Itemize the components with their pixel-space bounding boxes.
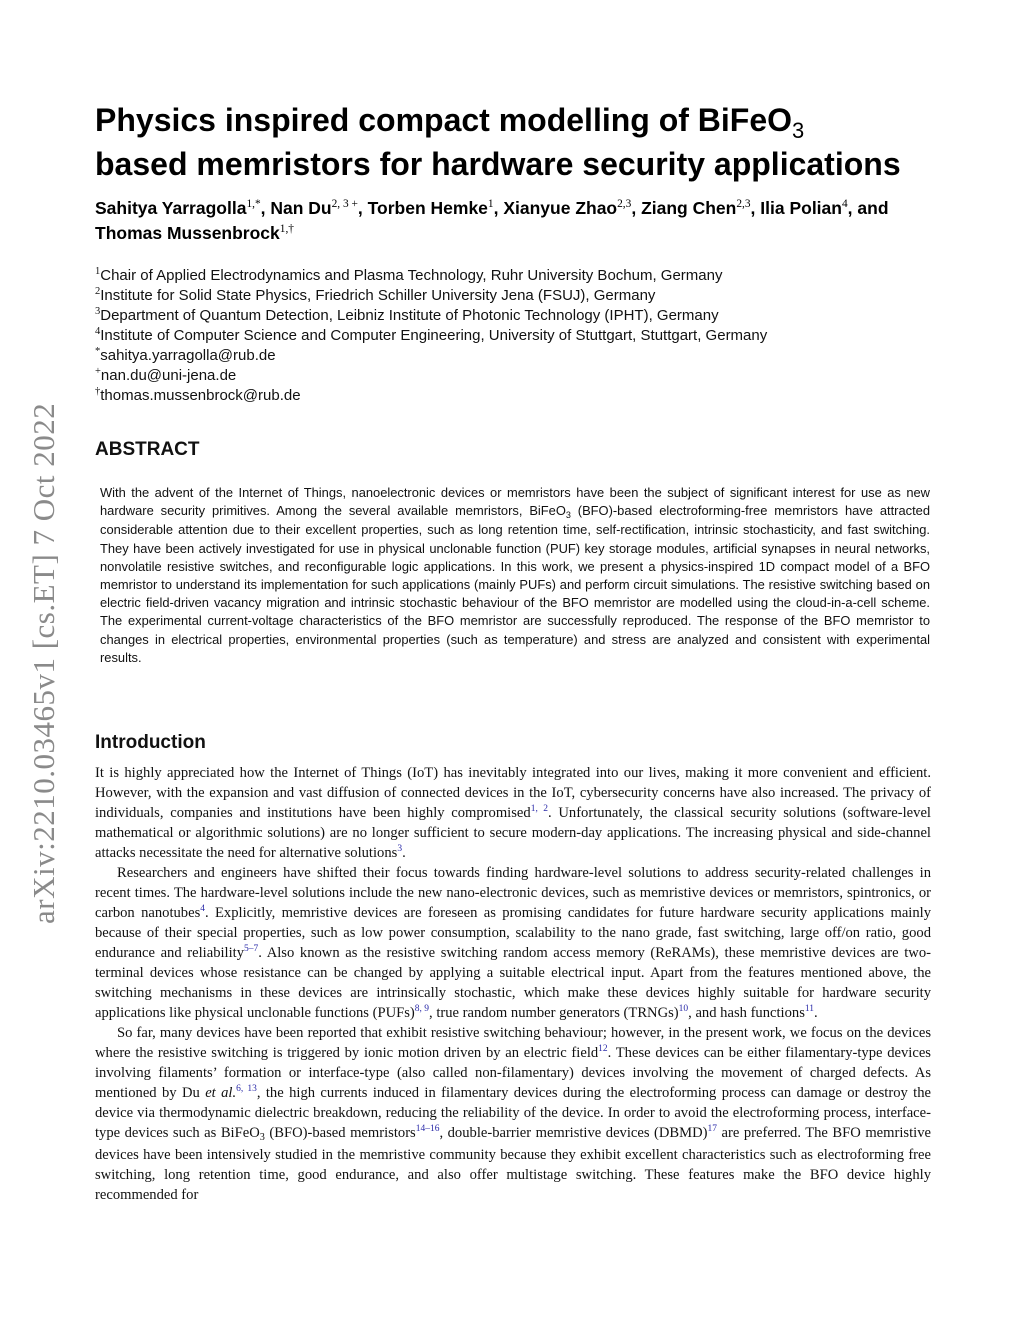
author-separator: , and bbox=[847, 198, 889, 218]
affiliation-item bbox=[95, 386, 931, 406]
author-name: Sahitya Yarragolla bbox=[95, 198, 247, 218]
citation-link[interactable]: 6, 13 bbox=[236, 1084, 257, 1095]
author-separator: , bbox=[357, 198, 368, 218]
intro-paragraph-1 bbox=[95, 763, 931, 863]
author-separator: , bbox=[260, 198, 271, 218]
affiliation-text: Institute of Computer Science and Computer Engineering, University of Stuttgart, Stuttgart, Germany bbox=[100, 327, 768, 344]
abstract-subscript: 3 bbox=[565, 510, 571, 521]
citation-link[interactable]: 1, 2 bbox=[530, 804, 548, 815]
affiliation-mark: + bbox=[95, 366, 101, 377]
citation-link[interactable]: 17 bbox=[707, 1124, 718, 1135]
citation-link[interactable]: 14–16 bbox=[415, 1124, 440, 1135]
author-separator: , bbox=[750, 198, 761, 218]
author-name: Xianyue Zhao bbox=[503, 198, 618, 218]
body-text: . Also known as the resistive switching random access memory (ReRAMs), these memristive devices are two-terminal devices whose resistance can be changed by applying a suitable electrical input. Apart from the features mentioned above, the switching mechanisms in these devices are intrinsically stochastic, which make these devices highly suitable for hardware security applications like physical unclonable functions (PUFs) bbox=[95, 945, 932, 1021]
body-text: (BFO)-based memristors bbox=[264, 1125, 416, 1141]
abstract-heading: ABSTRACT bbox=[95, 439, 200, 460]
abstract-text-b: (BFO)-based electroforming-free memristors have attracted considerable attention due to their excellent properties, such as long retention time, self-rectification, intrinsic stochasticity, and fast switching. They have been actively investigated for use in physical unclonable function (PUF) key storage modules, artificial synapses in neural networks, nonvolatile resistive switches, and reconfigurable logic applications. In this work, we present a physics-inspired 1D compact model of a BFO memristor to understand its implementation for such applications (mainly PUFs) and perform circuit simulations. The resistive switching based on electric field-driven vacancy migration and intrinsic stochastic behaviour of the BFO memristor are modelled using the cloud-in-a-cell scheme. The experimental current-voltage characteristics of the BFO memristor are successfully reproduced. The response of the BFO memristor to changes in electrical properties, environmental properties (such as temperature) and stress are analyzed and consistent with experimental results. bbox=[100, 503, 930, 665]
affiliation-mark: † bbox=[95, 386, 101, 397]
body-text: So far, many devices have been reported that exhibit resistive switching behaviour; however, in the present work, we focus on the devices where the resistive switching is triggered by ionic motion driven by an electric field bbox=[95, 1025, 931, 1061]
affiliation-mark: 4 bbox=[95, 326, 101, 337]
affiliation-item bbox=[95, 286, 931, 306]
author-list bbox=[95, 196, 931, 246]
author-affiliation-mark: 2,3 bbox=[736, 198, 751, 211]
abstract-text bbox=[100, 484, 930, 667]
affiliation-list bbox=[95, 266, 931, 406]
author-email: nan.du@uni-jena.de bbox=[100, 367, 237, 384]
affiliation-text: Department of Quantum Detection, Leibniz Institute of Photonic Technology (IPHT), Germany bbox=[100, 307, 719, 324]
affiliation-item bbox=[95, 366, 931, 386]
body-text: , and hash functions bbox=[688, 1005, 805, 1021]
author-name: Thomas Mussenbrock bbox=[95, 223, 280, 243]
intro-paragraph-3 bbox=[95, 1023, 931, 1205]
citation-link[interactable]: 11 bbox=[804, 1004, 815, 1015]
arxiv-identifier-sidebar: arXiv:2210.03465v1 [cs.ET] 7 Oct 2022 bbox=[26, 402, 61, 924]
body-text: , double-barrier memristive devices (DBMD) bbox=[439, 1125, 708, 1141]
title-line-1: Physics inspired compact modelling of BiFeO bbox=[95, 102, 793, 138]
body-text: . bbox=[814, 1005, 818, 1021]
affiliation-mark: * bbox=[95, 346, 101, 357]
author-separator: , bbox=[493, 198, 504, 218]
body-text: . bbox=[402, 845, 406, 861]
title-line-2: based memristors for hardware security applications bbox=[95, 146, 901, 182]
title-subscript: 3 bbox=[792, 118, 805, 143]
paper-title bbox=[95, 100, 931, 185]
author-name: Torben Hemke bbox=[367, 198, 488, 218]
citation-link[interactable]: 12 bbox=[598, 1044, 608, 1055]
body-text: , the high currents induced in filamentary devices during the electroforming process can damage or destroy the device via thermodynamic dielectric breakdown, reducing the reliability of the device. In order to avoid the electroforming process, interface-type devices such as BiFeO bbox=[95, 1085, 932, 1141]
affiliation-item bbox=[95, 326, 931, 346]
body-text: . Unfortunately, the classical security solutions (software-level mathematical or algorithmic solutions) are no longer sufficient to secure modern-day applications. The increasing physical and side-channel attacks necessitate the need for alternative solutions bbox=[95, 805, 931, 861]
author-affiliation-mark: 1,† bbox=[279, 223, 294, 236]
author-affiliation-mark: 2, 3 + bbox=[331, 198, 358, 211]
author-affiliation-mark: 1 bbox=[487, 198, 494, 211]
body-text: . These devices can be either filamentary-type devices involving filaments’ formation or interface-type (also called non-filamentary) devices involving the movement of charged defects. As mentioned by Du bbox=[95, 1045, 931, 1101]
author-name: Ilia Polian bbox=[760, 198, 842, 218]
introduction-body bbox=[95, 763, 931, 1205]
author-affiliation-mark: 2,3 bbox=[617, 198, 632, 211]
author-separator: , bbox=[631, 198, 642, 218]
author-name: Nan Du bbox=[270, 198, 332, 218]
author-affiliation-mark: 4 bbox=[841, 198, 848, 211]
affiliation-text: Chair of Applied Electrodynamics and Plasma Technology, Ruhr University Bochum, Germany bbox=[100, 267, 723, 284]
citation-link[interactable]: 10 bbox=[678, 1004, 689, 1015]
body-text: Researchers and engineers have shifted their focus towards finding hardware-level solutions to address security-related challenges in recent times. The hardware-level solutions include the new nano-electronic devices, such as memristive devices or memristors, spintronics, or carbon nanotubes bbox=[95, 865, 931, 921]
affiliation-text: Institute for Solid State Physics, Friedrich Schiller University Jena (FSUJ), Germany bbox=[100, 287, 656, 304]
italic-text: et al. bbox=[205, 1085, 237, 1101]
intro-paragraph-2 bbox=[95, 863, 931, 1023]
citation-link[interactable]: 4 bbox=[200, 904, 205, 915]
author-email: sahitya.yarragolla@rub.de bbox=[100, 347, 276, 364]
citation-link[interactable]: 5–7 bbox=[244, 944, 259, 955]
affiliation-item bbox=[95, 266, 931, 286]
citation-link[interactable]: 3 bbox=[397, 844, 403, 855]
affiliation-mark: 1 bbox=[95, 266, 101, 277]
introduction-heading: Introduction bbox=[95, 732, 206, 753]
author-email: thomas.mussenbrock@rub.de bbox=[100, 387, 301, 404]
chemical-subscript: 3 bbox=[259, 1132, 265, 1143]
affiliation-item bbox=[95, 346, 931, 366]
affiliation-mark: 2 bbox=[95, 286, 101, 297]
author-affiliation-mark: 1,* bbox=[246, 198, 261, 211]
body-text: , true random number generators (TRNGs) bbox=[429, 1005, 679, 1021]
body-text: . Explicitly, memristive devices are foreseen as promising candidates for future hardware security applications mainly because of their special properties, such as low power consumption, scalability to the nano grade, fast switching, large off/on ratio, good endurance and reliability bbox=[95, 905, 931, 961]
citation-link[interactable]: 8, 9 bbox=[414, 1004, 430, 1015]
body-text: It is highly appreciated how the Internet of Things (IoT) has inevitably integrated into our lives, making it more convenient and efficient. However, with the expansion and vast diffusion of connected devices in the IoT, cybersecurity concerns have also increased. The privacy of individuals, companies and institutions have been highly compromised bbox=[95, 765, 931, 821]
body-text: are preferred. The BFO memristive devices have been intensively studied in the memristive community because they exhibit excellent characteristics such as electroforming free switching, long retention time, good endurance, and also offer multistage switching. These features make the BFO device highly recommended for bbox=[95, 1125, 931, 1203]
affiliation-mark: 3 bbox=[95, 306, 101, 317]
affiliation-item bbox=[95, 306, 931, 326]
author-name: Ziang Chen bbox=[641, 198, 737, 218]
abstract-text-a: With the advent of the Internet of Things, nanoelectronic devices or memristors have been the subject of significant interest for use as new hardware security primitives. Among the several available memristors, BiFeO bbox=[100, 485, 930, 519]
